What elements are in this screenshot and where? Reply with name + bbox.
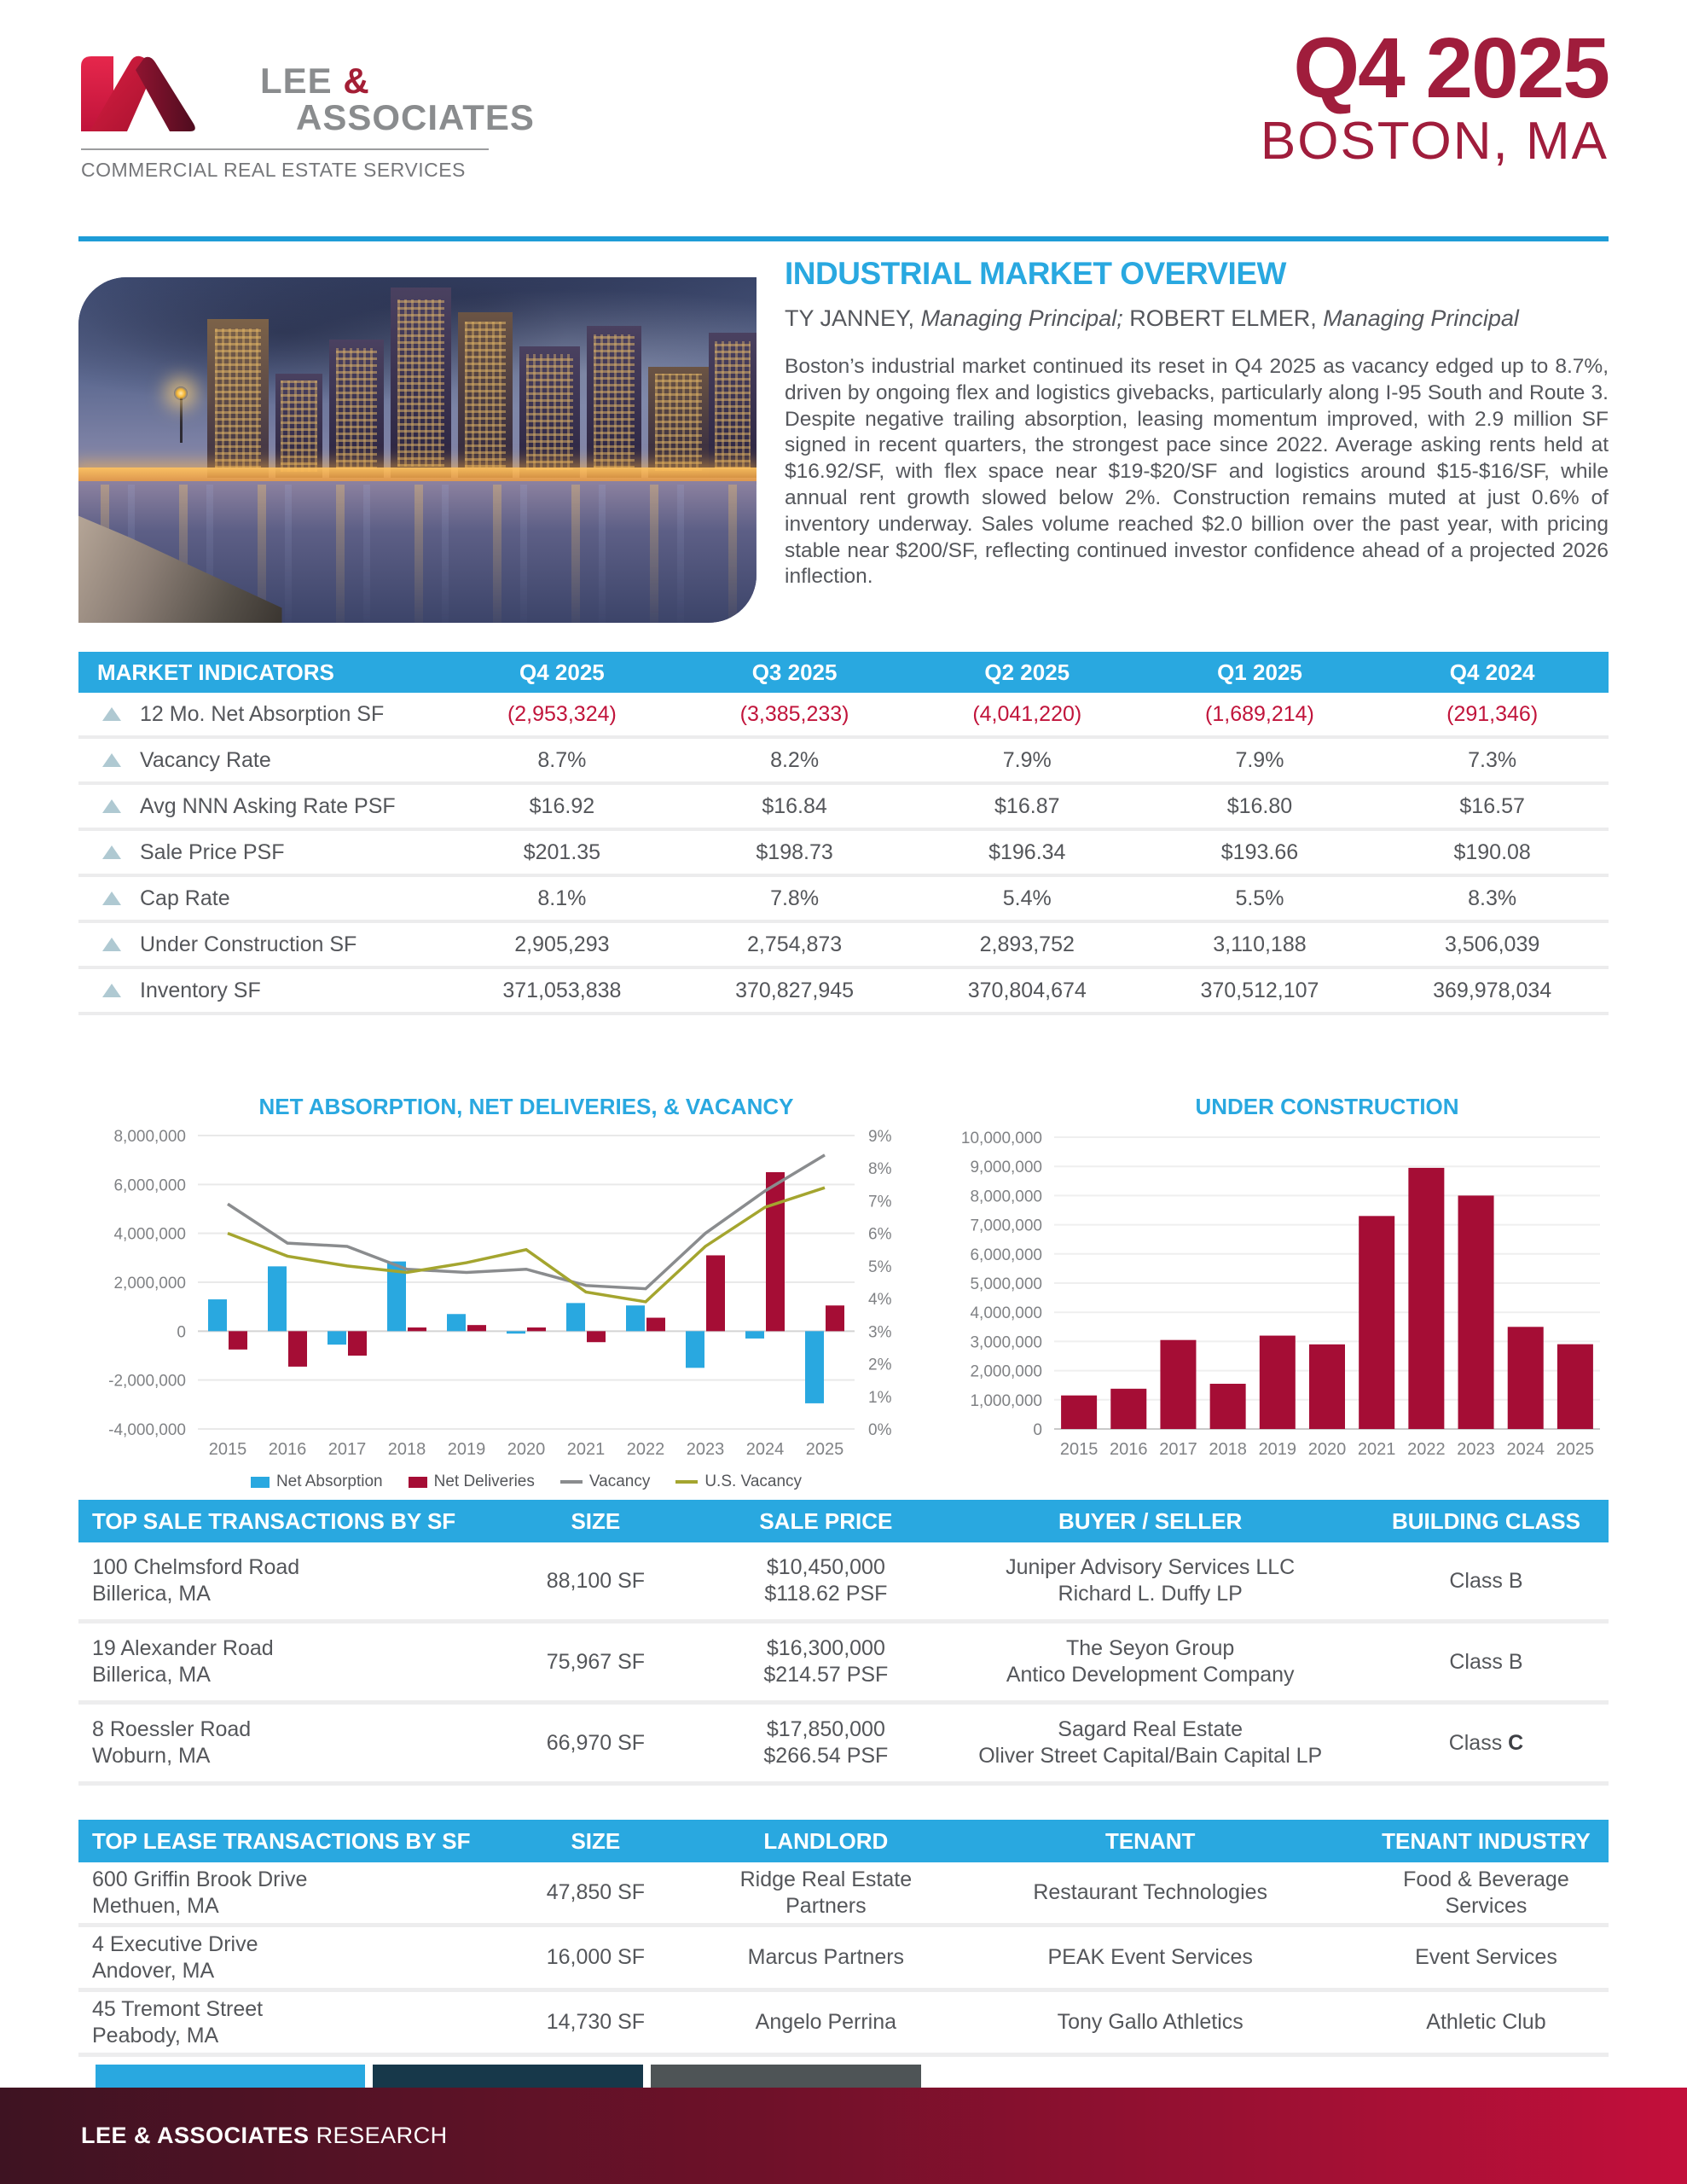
indicator-value: $201.35 <box>523 839 601 864</box>
cell-line: Event Services <box>1415 1945 1557 1969</box>
deal-building-class <box>1364 1730 1609 1757</box>
building-silhouette <box>329 340 384 478</box>
building-silhouette <box>519 346 581 478</box>
building-silhouette <box>391 288 452 478</box>
deal-address <box>78 1867 476 1920</box>
indicator-value: 2,905,293 <box>514 932 610 956</box>
svg-text:2018: 2018 <box>1209 1440 1247 1459</box>
indicator-label: 12 Mo. Net Absorption SF <box>140 701 385 726</box>
indicator-value: 8.1% <box>537 886 587 910</box>
indicator-row <box>78 923 1609 969</box>
logo-wordmark <box>260 63 535 136</box>
cell-line: Antico Development Company <box>1006 1663 1295 1687</box>
lease-header-industry: TENANT INDUSTRY <box>1382 1827 1591 1854</box>
svg-text:3%: 3% <box>868 1323 892 1342</box>
svg-text:2016: 2016 <box>1110 1440 1148 1459</box>
issue-city: BOSTON, MA <box>1260 112 1609 171</box>
cell-line: 75,967 SF <box>546 1649 646 1674</box>
indicator-label: Inventory SF <box>140 978 261 1002</box>
svg-text:4,000,000: 4,000,000 <box>113 1225 186 1244</box>
svg-text:2019: 2019 <box>1258 1440 1297 1459</box>
svg-text:2020: 2020 <box>507 1440 546 1459</box>
indicator-value: 8.7% <box>537 747 587 772</box>
deal-landlord <box>715 1944 936 1971</box>
brand-block <box>81 51 559 182</box>
svg-text:2015: 2015 <box>1059 1440 1099 1459</box>
deal-address <box>78 1716 476 1769</box>
cell-line: Services <box>1445 1893 1528 1918</box>
top-lease-transactions-table <box>78 1820 1609 2057</box>
byline-segment: ROBERT ELMER, <box>1129 305 1324 331</box>
svg-text:2017: 2017 <box>1159 1440 1197 1459</box>
column-q4-2024: Q4 2024 <box>1449 659 1535 685</box>
svg-text:2019: 2019 <box>447 1440 486 1459</box>
building-silhouette <box>207 319 269 478</box>
up-triangle-icon <box>102 799 121 813</box>
building-class-label: Class <box>1449 1649 1509 1674</box>
legend-label: Vacancy <box>588 1472 651 1490</box>
overview-body: Boston’s industrial market continued its reset in Q4 2025 as vacancy edged up to 8.7%, driven by ongoing flex and logistics givebacks, particularly along I-95 South and Route 3. Despite negative trailing absorption, leasing momentum improved, with 2.9 million SF signed in recent quarters, the strongest pace since 2022. Average asking rents held at $16.92/SF, with flex space near $19-$20/SF and logistics around $15-$16/SF, while annual rent growth slowed below 2%. Construction remains muted at just 0.6% of inventory underway. Sales volume reached $2.0 billion over the past year, with pricing stable near $200/SF, reflecting continued investor confidence ahead of a projected 2026 inflection. <box>785 355 1609 589</box>
svg-text:4%: 4% <box>868 1291 892 1310</box>
legend-item <box>251 1472 383 1491</box>
svg-text:2,000,000: 2,000,000 <box>970 1362 1042 1381</box>
building-silhouette <box>709 333 757 478</box>
svg-text:2021: 2021 <box>566 1440 606 1459</box>
indicator-value: 7.3% <box>1468 747 1517 772</box>
lease-table-header <box>78 1820 1609 1862</box>
legend-label: Net Deliveries <box>433 1472 535 1490</box>
indicator-value: 370,512,107 <box>1200 978 1319 1002</box>
cell-line: 14,730 SF <box>546 2010 646 2034</box>
indicator-value: 5.5% <box>1235 886 1284 910</box>
lease-header-address: TOP LEASE TRANSACTIONS BY SF <box>92 1827 471 1854</box>
deal-size <box>476 1944 715 1971</box>
column-q2-2025: Q2 2025 <box>984 659 1070 685</box>
indicator-value: 370,827,945 <box>735 978 855 1002</box>
cell-line: Restaurant Technologies <box>1033 1880 1268 1904</box>
cell-line: Oliver Street Capital/Bain Capital LP <box>978 1744 1323 1768</box>
lease-header-landlord: LANDLORD <box>763 1827 889 1854</box>
logo-word1: LEE <box>260 61 333 101</box>
svg-text:2023: 2023 <box>1457 1440 1495 1459</box>
cell-line: Billerica, MA <box>92 1582 211 1606</box>
legend-swatch <box>251 1477 270 1488</box>
market-indicators-body <box>78 693 1609 1015</box>
building-silhouette <box>458 312 513 478</box>
up-triangle-icon <box>102 984 121 997</box>
indicator-row <box>78 969 1609 1015</box>
cell-line: Richard L. Duffy LP <box>1058 1582 1243 1606</box>
deal-landlord <box>715 2009 936 2036</box>
lease-header-tenant: TENANT <box>1104 1827 1196 1854</box>
footer-bar <box>0 2088 1687 2184</box>
deal-address <box>78 1996 476 2049</box>
sale-header-building-class: BUILDING CLASS <box>1391 1507 1580 1534</box>
sale-header-address: TOP SALE TRANSACTIONS BY SF <box>92 1507 456 1534</box>
logo-ampersand: & <box>343 61 370 101</box>
indicator-value: $16.80 <box>1226 793 1293 818</box>
svg-text:4,000,000: 4,000,000 <box>970 1304 1042 1323</box>
indicator-value: 371,053,838 <box>502 978 622 1002</box>
deal-tenant-industry <box>1364 1944 1609 1971</box>
deal-buyer-seller <box>936 1716 1364 1769</box>
legend-label: Net Absorption <box>275 1472 383 1490</box>
footer-tab-gray <box>651 2065 921 2088</box>
market-indicators-table <box>78 652 1609 1015</box>
legend-swatch <box>409 1477 427 1488</box>
building-silhouette <box>587 326 641 478</box>
svg-text:7%: 7% <box>868 1193 892 1211</box>
cell-line: $118.62 PSF <box>764 1582 888 1606</box>
cell-line: 88,100 SF <box>546 1568 646 1593</box>
deal-tenant <box>936 1879 1364 1906</box>
deal-building-class <box>1364 1568 1609 1594</box>
table-row <box>78 1542 1609 1623</box>
logo-word2: ASSOCIATES <box>296 96 535 137</box>
indicator-value: 8.2% <box>770 747 820 772</box>
brand-divider <box>81 148 489 150</box>
building-silhouette <box>648 367 710 478</box>
cell-line: 100 Chelmsford Road <box>92 1555 300 1579</box>
indicator-value: 3,110,188 <box>1213 932 1307 956</box>
absorption-chart-title: NET ABSORPTION, NET DELIVERIES, & VACANCY <box>258 1094 794 1119</box>
brand-lockup <box>81 51 559 136</box>
deal-size <box>476 1568 715 1594</box>
cell-line: Woburn, MA <box>92 1744 211 1768</box>
indicator-row <box>78 739 1609 785</box>
deal-address <box>78 1931 476 1984</box>
svg-text:5,000,000: 5,000,000 <box>970 1275 1042 1293</box>
svg-text:2016: 2016 <box>268 1440 307 1459</box>
svg-text:2022: 2022 <box>626 1440 665 1459</box>
market-indicators-header <box>78 652 1609 693</box>
boston-skyline-photo <box>78 277 757 623</box>
cell-line: $16,300,000 <box>766 1636 885 1660</box>
cell-line: Methuen, MA <box>92 1893 219 1918</box>
svg-text:1,000,000: 1,000,000 <box>970 1391 1042 1410</box>
cell-line: $10,450,000 <box>766 1555 885 1579</box>
deal-sale-price <box>715 1716 936 1769</box>
indicator-value: 5.4% <box>1002 886 1052 910</box>
footer-brand: LEE & ASSOCIATES <box>81 2123 310 2148</box>
sale-header-price: SALE PRICE <box>759 1507 893 1534</box>
building-class-label: Class <box>1449 1568 1509 1593</box>
up-triangle-icon <box>102 938 121 951</box>
byline-segment: Managing Principal <box>1323 305 1519 331</box>
cell-line: $266.54 PSF <box>763 1744 889 1768</box>
overview-byline <box>785 305 1609 332</box>
indicator-value: 7.9% <box>1235 747 1284 772</box>
indicator-value: 2,754,873 <box>746 932 843 956</box>
footer-tab-navy <box>373 2065 643 2088</box>
svg-text:2017: 2017 <box>328 1440 367 1459</box>
svg-text:2025: 2025 <box>1556 1440 1595 1459</box>
svg-text:2022: 2022 <box>1407 1440 1446 1459</box>
cell-line: Tony Gallo Athletics <box>1057 2010 1244 2034</box>
building-class-letter: C <box>1508 1730 1524 1755</box>
svg-text:3,000,000: 3,000,000 <box>970 1333 1042 1352</box>
byline-segment: Managing Principal; <box>920 305 1130 331</box>
cell-line: Sagard Real Estate <box>1058 1717 1244 1741</box>
indicator-label: Vacancy Rate <box>140 747 271 772</box>
lease-header-size: SIZE <box>571 1827 621 1854</box>
cell-line: 47,850 SF <box>546 1880 646 1904</box>
footer-tab-blue <box>96 2065 365 2088</box>
svg-text:0: 0 <box>1033 1421 1042 1439</box>
cell-line: Angelo Perrina <box>755 2010 897 2034</box>
cell-line: 66,970 SF <box>546 1730 646 1755</box>
svg-text:2018: 2018 <box>387 1440 426 1459</box>
svg-text:8,000,000: 8,000,000 <box>970 1188 1042 1206</box>
up-triangle-icon <box>102 892 121 905</box>
indicator-value: 2,893,752 <box>979 932 1075 956</box>
footer-text <box>81 2088 448 2184</box>
deal-tenant <box>936 1944 1364 1971</box>
indicator-label: Avg NNN Asking Rate PSF <box>140 793 396 818</box>
up-triangle-icon <box>102 845 121 859</box>
absorption-chart-svg <box>78 1127 904 1465</box>
overview-title: INDUSTRIAL MARKET OVERVIEW <box>785 256 1286 291</box>
deal-landlord <box>715 1867 936 1920</box>
svg-text:6,000,000: 6,000,000 <box>113 1176 186 1195</box>
indicator-value: 370,804,674 <box>967 978 1087 1002</box>
cell-line: 600 Griffin Brook Drive <box>92 1867 308 1891</box>
svg-text:8,000,000: 8,000,000 <box>113 1128 186 1146</box>
table-row <box>78 1623 1609 1705</box>
cell-line: Partners <box>786 1893 867 1918</box>
deal-address <box>78 1554 476 1607</box>
indicator-value: (1,689,214) <box>1205 701 1314 726</box>
market-overview-section <box>785 256 1609 590</box>
building-class-label: Class <box>1448 1730 1509 1755</box>
table-row <box>78 1927 1609 1992</box>
cell-line: 19 Alexander Road <box>92 1636 274 1660</box>
svg-text:6%: 6% <box>868 1225 892 1244</box>
cell-line: 45 Tremont Street <box>92 1996 264 2021</box>
absorption-chart <box>78 1094 904 1491</box>
indicator-value: (291,346) <box>1446 701 1539 726</box>
svg-text:2%: 2% <box>868 1356 892 1374</box>
deal-tenant <box>936 2009 1364 2036</box>
logo-line1 <box>260 63 535 100</box>
top-sale-transactions-table <box>78 1500 1609 1786</box>
sale-header-size: SIZE <box>571 1507 621 1534</box>
sale-header-buyer-seller: BUYER / SELLER <box>1058 1507 1243 1534</box>
svg-text:10,000,000: 10,000,000 <box>960 1130 1042 1147</box>
indicator-value: (4,041,220) <box>972 701 1082 726</box>
cell-line: $214.57 PSF <box>763 1663 889 1687</box>
deal-size <box>476 2009 715 2036</box>
indicator-row <box>78 785 1609 831</box>
issue-block <box>1260 20 1609 171</box>
cell-line: Ridge Real Estate <box>739 1867 913 1891</box>
cell-line: Andover, MA <box>92 1958 215 1983</box>
svg-text:2025: 2025 <box>805 1440 844 1459</box>
indicator-row <box>78 831 1609 877</box>
deal-building-class <box>1364 1649 1609 1676</box>
svg-text:8%: 8% <box>868 1160 892 1179</box>
cell-line: The Seyon Group <box>1066 1636 1235 1660</box>
byline-segment: TY JANNEY, <box>785 305 921 331</box>
deal-sale-price <box>715 1554 936 1607</box>
deal-size <box>476 1649 715 1676</box>
deal-size <box>476 1879 715 1906</box>
svg-text:0%: 0% <box>868 1421 892 1439</box>
table-row <box>78 1705 1609 1786</box>
legend-item <box>560 1472 650 1491</box>
indicator-label: Cap Rate <box>140 886 230 910</box>
brand-tagline: COMMERCIAL REAL ESTATE SERVICES <box>81 159 466 181</box>
cell-line: Juniper Advisory Services LLC <box>1006 1555 1296 1579</box>
svg-text:5%: 5% <box>868 1258 892 1276</box>
indicator-value: $196.34 <box>988 839 1066 864</box>
cell-line: $17,850,000 <box>766 1717 885 1741</box>
svg-text:9%: 9% <box>868 1128 892 1146</box>
cell-line: Marcus Partners <box>747 1945 905 1969</box>
svg-text:2015: 2015 <box>208 1440 247 1459</box>
legend-item <box>409 1472 535 1491</box>
svg-text:2020: 2020 <box>1307 1440 1347 1459</box>
indicator-label: Under Construction SF <box>140 932 357 956</box>
deal-tenant-industry <box>1364 1867 1609 1920</box>
svg-text:2,000,000: 2,000,000 <box>113 1275 186 1292</box>
indicator-value: $198.73 <box>756 839 833 864</box>
indicator-value: 3,506,039 <box>1445 932 1540 956</box>
up-triangle-icon <box>102 707 121 721</box>
cell-line: 8 Roessler Road <box>92 1717 252 1741</box>
svg-text:2024: 2024 <box>745 1440 785 1459</box>
indicator-value: (2,953,324) <box>507 701 617 726</box>
header-rule <box>78 236 1609 241</box>
deal-address <box>78 1635 476 1688</box>
indicator-value: 7.8% <box>770 886 820 910</box>
column-q1-2025: Q1 2025 <box>1217 659 1302 685</box>
svg-text:2023: 2023 <box>686 1440 725 1459</box>
cell-line: 16,000 SF <box>546 1945 646 1969</box>
indicator-row <box>78 693 1609 739</box>
indicator-value: $190.08 <box>1453 839 1531 864</box>
cell-line: Peabody, MA <box>92 2023 219 2048</box>
lee-associates-logo-icon <box>81 51 243 136</box>
construction-chart-svg <box>926 1127 1609 1465</box>
svg-text:0: 0 <box>177 1323 186 1342</box>
building-silhouette <box>275 374 323 478</box>
svg-text:9,000,000: 9,000,000 <box>970 1159 1042 1177</box>
column-q3-2025: Q3 2025 <box>751 659 838 685</box>
indicator-value: 7.9% <box>1002 747 1052 772</box>
indicator-label: Sale Price PSF <box>140 839 285 864</box>
deal-buyer-seller <box>936 1635 1364 1688</box>
deal-size <box>476 1730 715 1757</box>
construction-chart <box>926 1094 1609 1469</box>
table-row <box>78 1992 1609 2057</box>
indicator-value: $16.92 <box>529 793 595 818</box>
footer-suffix: RESEARCH <box>316 2123 448 2148</box>
cell-line: Billerica, MA <box>92 1663 211 1687</box>
legend-swatch <box>560 1480 583 1484</box>
indicators-title: MARKET INDICATORS <box>97 659 334 685</box>
cell-line: Food & Beverage <box>1403 1867 1569 1891</box>
deal-buyer-seller <box>936 1554 1364 1607</box>
column-q4-2025: Q4 2025 <box>519 659 605 685</box>
legend-item <box>675 1472 802 1491</box>
lease-table-body <box>78 1862 1609 2057</box>
svg-text:7,000,000: 7,000,000 <box>970 1217 1042 1235</box>
indicator-value: $193.66 <box>1220 839 1299 864</box>
issue-quarter: Q4 2025 <box>1293 20 1609 116</box>
sale-table-body <box>78 1542 1609 1786</box>
building-class-letter: B <box>1508 1568 1523 1593</box>
svg-text:2021: 2021 <box>1357 1440 1396 1459</box>
cell-line: 4 Executive Drive <box>92 1931 258 1956</box>
indicator-value: $16.84 <box>762 793 827 818</box>
indicator-row <box>78 877 1609 923</box>
svg-text:-4,000,000: -4,000,000 <box>108 1421 186 1439</box>
indicator-value: $16.57 <box>1459 793 1525 818</box>
deal-tenant-industry <box>1364 2009 1609 2036</box>
svg-text:6,000,000: 6,000,000 <box>970 1246 1042 1264</box>
indicator-value: 8.3% <box>1468 886 1517 910</box>
absorption-legend <box>198 1472 855 1491</box>
svg-text:2024: 2024 <box>1506 1440 1545 1459</box>
indicator-value: $16.87 <box>994 793 1060 818</box>
building-class-letter: B <box>1508 1649 1523 1674</box>
indicator-value: 369,978,034 <box>1433 978 1552 1002</box>
legend-label: U.S. Vacancy <box>704 1472 803 1490</box>
cell-line: Athletic Club <box>1426 2010 1546 2034</box>
construction-chart-title: UNDER CONSTRUCTION <box>1195 1094 1459 1119</box>
photo-lamp-post <box>180 395 183 444</box>
indicator-value: (3,385,233) <box>739 701 849 726</box>
deal-sale-price <box>715 1635 936 1688</box>
up-triangle-icon <box>102 753 121 767</box>
legend-swatch <box>675 1480 698 1484</box>
table-row <box>78 1862 1609 1927</box>
sale-table-header <box>78 1500 1609 1542</box>
cell-line: PEAK Event Services <box>1047 1945 1253 1969</box>
svg-text:-2,000,000: -2,000,000 <box>108 1372 186 1391</box>
svg-text:1%: 1% <box>868 1388 892 1407</box>
